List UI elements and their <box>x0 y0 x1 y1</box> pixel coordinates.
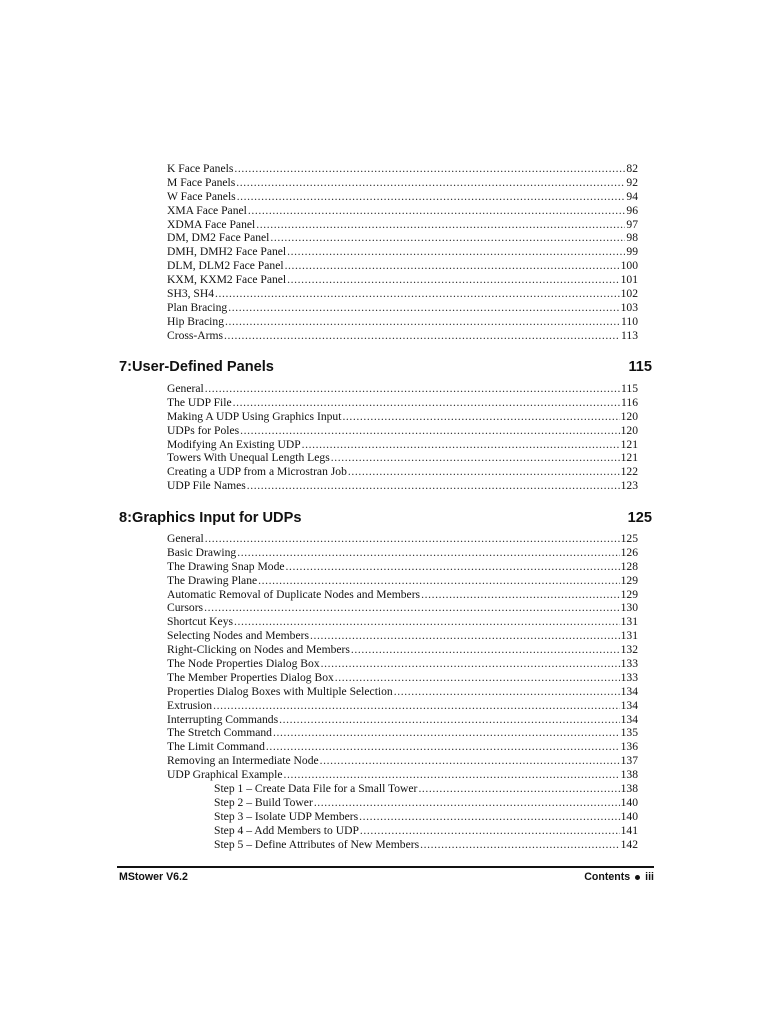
toc-entry-page: 131 <box>620 615 638 629</box>
toc-entry-title: Hip Bracing <box>167 314 224 328</box>
toc-entry[interactable] <box>167 162 638 176</box>
toc-entry-page: 122 <box>620 465 638 479</box>
toc-entry-title: Plan Bracing <box>167 300 228 314</box>
toc-entry[interactable] <box>167 329 638 343</box>
toc-entry-title: XDMA Face Panel <box>167 217 256 231</box>
toc-entry[interactable] <box>167 574 638 588</box>
toc-entry-page: 138 <box>620 782 638 796</box>
toc-entry-title: Step 3 – Isolate UDP Members <box>214 809 359 823</box>
dot-leader <box>418 782 619 796</box>
toc-entry-title: Extrusion <box>167 698 213 712</box>
toc-entry[interactable] <box>167 699 638 713</box>
toc-entry-title: Right-Clicking on Nodes and Members <box>167 643 350 657</box>
dot-leader <box>273 726 620 740</box>
toc-entry-page: 133 <box>620 670 638 684</box>
toc-entry[interactable] <box>167 479 638 493</box>
toc-entry[interactable] <box>167 713 638 727</box>
toc-entry-page: 82 <box>626 162 638 175</box>
toc-entry-page: 126 <box>620 545 638 559</box>
chapter-title: 8:Graphics Input for UDPs <box>119 510 302 526</box>
toc-entry-title: Cross-Arms <box>167 328 224 342</box>
toc-entry-title: M Face Panels <box>167 175 236 189</box>
toc-entry-page: 120 <box>620 409 638 423</box>
toc-entry[interactable] <box>167 754 638 768</box>
dot-leader <box>359 810 619 824</box>
toc-entry[interactable] <box>167 451 638 465</box>
toc-entry[interactable] <box>167 410 638 424</box>
toc-entry[interactable] <box>167 465 638 479</box>
toc-entry-page: 103 <box>620 300 638 314</box>
toc-entry[interactable] <box>167 588 638 602</box>
toc-section-previous <box>167 162 638 343</box>
toc-entry-page: 135 <box>620 726 638 740</box>
dot-leader <box>287 245 625 259</box>
toc-entry[interactable] <box>167 532 638 546</box>
toc-entry[interactable] <box>167 601 638 615</box>
dot-leader <box>248 204 626 218</box>
toc-entry-page: 121 <box>620 451 638 465</box>
toc-entry-title: General <box>167 382 204 395</box>
toc-entry-page: 137 <box>620 754 638 768</box>
toc-entry-page: 132 <box>620 643 638 657</box>
toc-entry-page: 128 <box>620 559 638 573</box>
dot-leader <box>342 410 619 424</box>
toc-entry-page: 141 <box>620 823 638 837</box>
footer-page-label <box>584 871 654 883</box>
dot-leader <box>224 329 620 343</box>
page-footer <box>119 871 654 883</box>
footer-product-name: MStower V6.2 <box>119 871 188 883</box>
toc-entry-page: 136 <box>620 740 638 754</box>
dot-leader <box>237 546 619 560</box>
dot-leader <box>234 162 625 176</box>
toc-entry-title: The Member Properties Dialog Box <box>167 670 334 684</box>
footer-page-number: iii <box>645 871 654 883</box>
toc-entry-page: 134 <box>620 698 638 712</box>
toc-entry[interactable] <box>167 204 638 218</box>
toc-entry-title: DM, DM2 Face Panel <box>167 231 270 245</box>
toc-entry-page: 110 <box>621 314 638 328</box>
toc-entry-title: W Face Panels <box>167 189 236 203</box>
toc-entry-title: The Stretch Command <box>167 726 272 740</box>
toc-entry-title: K Face Panels <box>167 162 234 175</box>
toc-entry-page: 99 <box>626 245 638 259</box>
toc-entry-title: DLM, DLM2 Face Panel <box>167 259 284 273</box>
dot-leader <box>256 218 625 232</box>
dot-leader <box>258 574 619 588</box>
chapter-heading-7[interactable] <box>119 359 652 375</box>
toc-entry-page: 98 <box>626 231 638 245</box>
toc-entry-page: 94 <box>626 189 638 203</box>
dot-leader <box>279 713 620 727</box>
toc-entry-title: Making A UDP Using Graphics Input <box>167 409 342 423</box>
toc-entry[interactable] <box>167 615 638 629</box>
toc-entry-title: The UDP File <box>167 395 232 409</box>
chapter-page: 125 <box>627 510 652 526</box>
toc-entry-title: Creating a UDP from a Microstran Job <box>167 465 347 479</box>
toc-entry-page: 131 <box>620 629 638 643</box>
toc-entry-page: 97 <box>626 217 638 231</box>
toc-entry-page: 101 <box>620 273 638 287</box>
toc-entry-page: 123 <box>620 479 638 493</box>
toc-entry[interactable] <box>167 218 638 232</box>
toc-entry-title: UDP File Names <box>167 479 246 493</box>
toc-entry-page: 113 <box>621 328 638 342</box>
toc-entry[interactable] <box>167 273 638 287</box>
toc-entry-page: 134 <box>620 712 638 726</box>
dot-leader <box>421 588 620 602</box>
toc-entry-page: 116 <box>621 395 638 409</box>
toc-entry-page: 100 <box>620 259 638 273</box>
toc-entry-title: Step 5 – Define Attributes of New Members <box>214 837 420 851</box>
dot-leader <box>360 824 620 838</box>
toc-entry-page: 96 <box>626 203 638 217</box>
toc-entry-title: Shortcut Keys <box>167 615 234 629</box>
toc-entry[interactable] <box>167 287 638 301</box>
toc-entry-title: Selecting Nodes and Members <box>167 629 309 643</box>
toc-entry-title: Automatic Removal of Duplicate Nodes and Members <box>167 587 421 601</box>
toc-entry[interactable] <box>167 726 638 740</box>
dot-leader <box>321 657 620 671</box>
toc-entry-page: 102 <box>620 287 638 301</box>
toc-section-chapter-7 <box>167 382 638 493</box>
toc-entry-page: 92 <box>626 175 638 189</box>
dot-leader <box>286 560 620 574</box>
toc-entry[interactable] <box>167 546 638 560</box>
toc-entry-title: XMA Face Panel <box>167 203 247 217</box>
dot-leader <box>215 287 620 301</box>
footer-divider <box>117 866 654 868</box>
toc-entry-title: Interrupting Commands <box>167 712 279 726</box>
dot-leader <box>228 301 619 315</box>
toc-entry[interactable] <box>167 740 638 754</box>
toc-entry[interactable] <box>167 382 638 396</box>
toc-entry[interactable] <box>167 657 638 671</box>
footer-section-name: Contents <box>584 871 631 883</box>
toc-entry-title: Cursors <box>167 601 204 615</box>
dot-leader <box>266 740 620 754</box>
toc-entry-title: KXM, KXM2 Face Panel <box>167 273 287 287</box>
toc-entry-title: Step 2 – Build Tower <box>214 795 313 809</box>
toc-entry-page: 121 <box>620 437 638 451</box>
dot-leader <box>394 685 620 699</box>
toc-entry[interactable] <box>167 671 638 685</box>
dot-leader <box>270 231 625 245</box>
dot-leader <box>351 643 620 657</box>
bullet-icon <box>635 875 640 880</box>
toc-entry[interactable] <box>167 643 638 657</box>
dot-leader <box>233 396 620 410</box>
dot-leader <box>348 465 620 479</box>
toc-entry-title: DMH, DMH2 Face Panel <box>167 245 287 259</box>
toc-entry-page: 125 <box>620 532 638 545</box>
toc-entry-title: UDPs for Poles <box>167 423 240 437</box>
toc-entry-page: 140 <box>620 809 638 823</box>
dot-leader <box>225 315 620 329</box>
toc-entry[interactable] <box>167 560 638 574</box>
dot-leader <box>240 424 619 438</box>
toc-entry[interactable] <box>167 176 638 190</box>
toc-entry[interactable] <box>167 315 638 329</box>
toc-entry[interactable] <box>167 438 638 452</box>
dot-leader <box>310 629 620 643</box>
toc-entry-title: General <box>167 532 204 545</box>
toc-entry-page: 115 <box>621 382 638 395</box>
chapter-title: 7:User-Defined Panels <box>119 359 274 375</box>
toc-entry-page: 140 <box>620 795 638 809</box>
dot-leader <box>320 754 620 768</box>
toc-entry-title: Modifying An Existing UDP <box>167 437 301 451</box>
toc-entry-page: 129 <box>620 573 638 587</box>
dot-leader <box>234 615 620 629</box>
toc-entry-page: 142 <box>620 837 638 851</box>
chapter-heading-8[interactable] <box>119 510 652 526</box>
toc-entry-page: 138 <box>620 768 638 782</box>
toc-entry[interactable] <box>167 685 638 699</box>
toc-entry-title: The Drawing Snap Mode <box>167 559 285 573</box>
dot-leader <box>237 190 626 204</box>
toc-subentry[interactable] <box>167 810 638 824</box>
toc-entry-page: 120 <box>620 423 638 437</box>
toc-entry-title: Step 1 – Create Data File for a Small Tower <box>214 782 418 796</box>
toc-entry-page: 129 <box>620 587 638 601</box>
toc-entry[interactable] <box>167 768 638 782</box>
toc-subentry[interactable] <box>167 782 638 796</box>
toc-entry-title: SH3, SH4 <box>167 287 215 301</box>
dot-leader <box>204 601 620 615</box>
toc-entry[interactable] <box>167 424 638 438</box>
dot-leader <box>205 382 620 396</box>
toc-section-chapter-8 <box>167 532 638 851</box>
dot-leader <box>205 532 620 546</box>
toc-entry[interactable] <box>167 396 638 410</box>
toc-entry-title: Removing an Intermediate Node <box>167 754 319 768</box>
toc-entry[interactable] <box>167 259 638 273</box>
toc-entry-title: UDP Graphical Example <box>167 768 283 782</box>
toc-subentry[interactable] <box>167 824 638 838</box>
toc-entry-title: Towers With Unequal Length Legs <box>167 451 330 465</box>
dot-leader <box>331 451 620 465</box>
toc-entry-title: Step 4 – Add Members to UDP <box>214 823 359 837</box>
dot-leader <box>247 479 620 493</box>
toc-entry[interactable] <box>167 301 638 315</box>
dot-leader <box>283 768 619 782</box>
dot-leader <box>285 259 620 273</box>
toc-entry[interactable] <box>167 629 638 643</box>
dot-leader <box>420 838 620 852</box>
toc-entry[interactable] <box>167 190 638 204</box>
chapter-page: 115 <box>628 359 652 375</box>
toc-entry-title: The Node Properties Dialog Box <box>167 657 320 671</box>
toc-entry-page: 133 <box>620 657 638 671</box>
dot-leader <box>213 699 620 713</box>
toc-entry-title: The Drawing Plane <box>167 573 258 587</box>
toc-entry-title: The Limit Command <box>167 740 265 754</box>
dot-leader <box>236 176 625 190</box>
toc-entry[interactable] <box>167 231 638 245</box>
dot-leader <box>287 273 619 287</box>
toc-subentry[interactable] <box>167 838 638 852</box>
toc-entry-title: Properties Dialog Boxes with Multiple Selection <box>167 684 393 698</box>
toc-entry[interactable] <box>167 245 638 259</box>
toc-entry-page: 134 <box>620 684 638 698</box>
toc-entry-title: Basic Drawing <box>167 545 237 559</box>
toc-subentry[interactable] <box>167 796 638 810</box>
dot-leader <box>314 796 620 810</box>
dot-leader <box>302 438 620 452</box>
dot-leader <box>335 671 620 685</box>
toc-entry-page: 130 <box>620 601 638 615</box>
